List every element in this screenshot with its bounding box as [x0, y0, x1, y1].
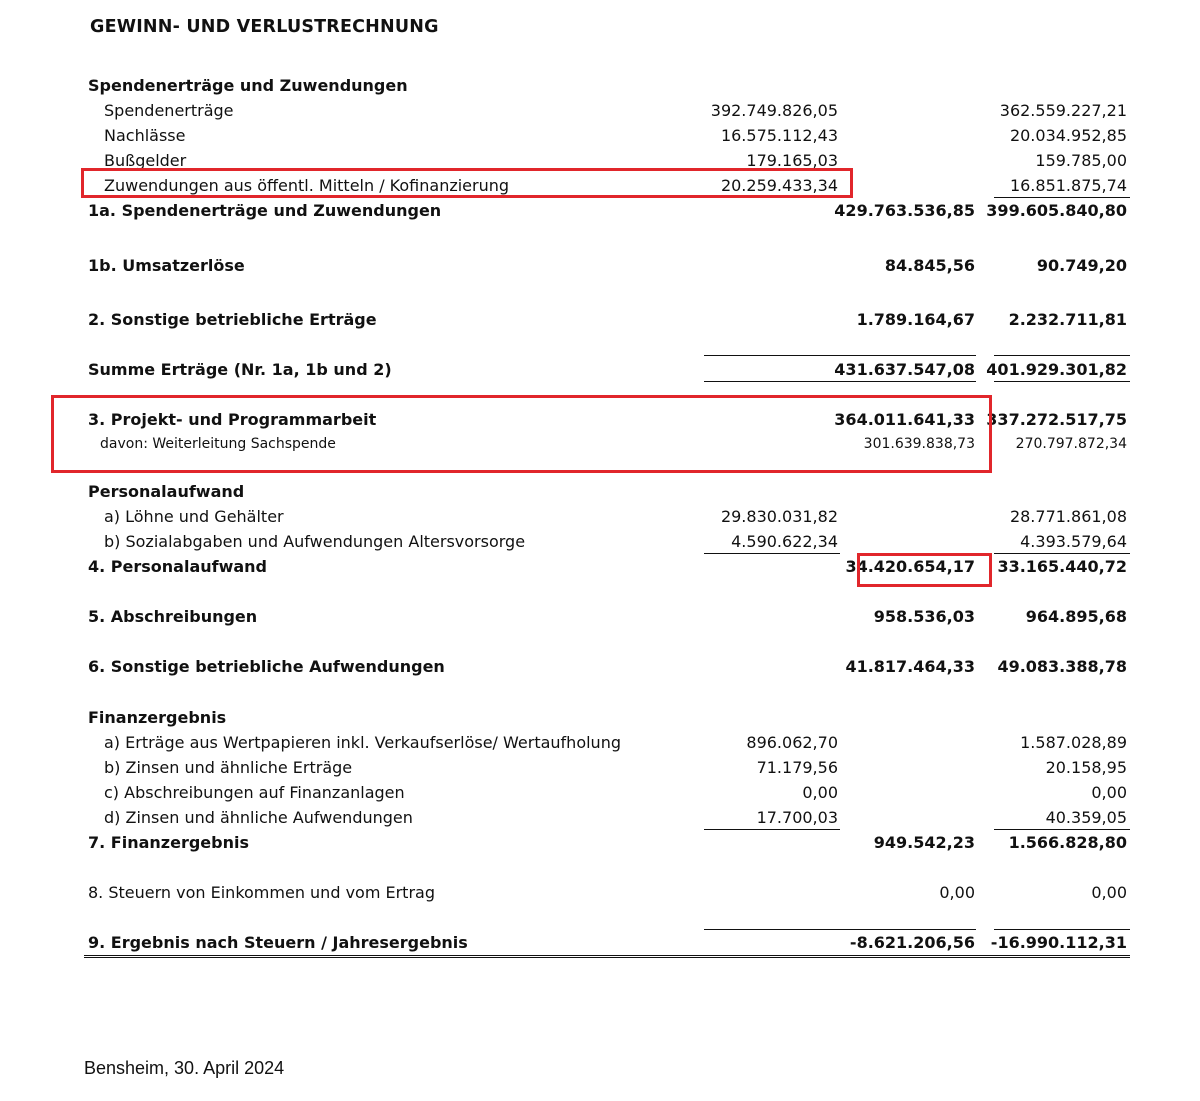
label-abschreibungen: 5. Abschreibungen — [88, 607, 258, 626]
row-label: Bußgelder — [104, 151, 187, 170]
value-current: 364.011.641,33 — [834, 410, 975, 429]
total-label-finanz: 7. Finanzergebnis — [88, 833, 249, 852]
row-value-current: 896.062,70 — [746, 733, 838, 752]
value-prior: 401.929.301,82 — [986, 360, 1127, 379]
sum-rule — [704, 355, 976, 356]
label-sonstige-ertraege: 2. Sonstige betriebliche Erträge — [88, 310, 377, 329]
value-current: 0,00 — [939, 883, 975, 902]
row-value-current: 17.700,03 — [756, 808, 838, 827]
row-value-current: 179.165,03 — [746, 151, 838, 170]
value-prior: 90.749,20 — [1036, 256, 1127, 275]
row-label: d) Zinsen und ähnliche Aufwendungen — [104, 808, 413, 827]
total-value-current: 34.420.654,17 — [845, 557, 975, 576]
value-current: 431.637.547,08 — [834, 360, 975, 379]
value-prior: 337.272.517,75 — [986, 410, 1127, 429]
value-current: 301.639.838,73 — [863, 436, 975, 452]
value-prior: 270.797.872,34 — [1015, 436, 1127, 452]
sum-rule — [704, 381, 976, 382]
total-value-current: 949.542,23 — [873, 833, 975, 852]
row-label: Nachlässe — [104, 126, 186, 145]
row-value-current: 29.830.031,82 — [720, 507, 838, 526]
value-prior: 49.083.388,78 — [997, 657, 1127, 676]
row-label: Spendenerträge — [104, 101, 234, 120]
total-value-prior: 1.566.828,80 — [1008, 833, 1127, 852]
row-value-prior: 28.771.861,08 — [1009, 507, 1127, 526]
row-label: b) Zinsen und ähnliche Erträge — [104, 758, 353, 777]
row-value-prior: 20.158,95 — [1045, 758, 1127, 777]
final-double-rule — [84, 955, 1130, 958]
value-current: -8.621.206,56 — [849, 933, 975, 952]
row-label: b) Sozialabgaben und Aufwendungen Altersvorsorge — [104, 532, 526, 551]
value-current: 958.536,03 — [873, 607, 975, 626]
row-label: Zuwendungen aus öffentl. Mitteln / Kofinanzierung — [104, 176, 510, 195]
label-steuern: 8. Steuern von Einkommen und vom Ertrag — [88, 883, 435, 902]
total-value-current: 429.763.536,85 — [834, 201, 975, 220]
subtotal-rule — [704, 829, 840, 830]
section-heading-personal: Personalaufwand — [88, 482, 245, 501]
total-label-1a: 1a. Spendenerträge und Zuwendungen — [88, 201, 442, 220]
row-value-current: 4.590.622,34 — [731, 532, 838, 551]
row-value-prior: 159.785,00 — [1035, 151, 1127, 170]
row-value-prior: 1.587.028,89 — [1020, 733, 1127, 752]
row-value-prior: 0,00 — [1091, 783, 1127, 802]
value-current: 1.789.164,67 — [856, 310, 975, 329]
label-projekt-sub: davon: Weiterleitung Sachspende — [100, 436, 336, 452]
label-umsatz: 1b. Umsatzerlöse — [88, 256, 245, 275]
value-prior: 0,00 — [1091, 883, 1127, 902]
label-ergebnis: 9. Ergebnis nach Steuern / Jahresergebnis — [88, 933, 468, 952]
sum-rule — [994, 381, 1130, 382]
row-value-prior: 20.034.952,85 — [1009, 126, 1127, 145]
total-label-personal: 4. Personalaufwand — [88, 557, 268, 576]
row-value-current: 392.749.826,05 — [710, 101, 838, 120]
subtotal-rule — [994, 197, 1130, 198]
row-value-current: 0,00 — [802, 783, 838, 802]
row-value-current: 16.575.112,43 — [720, 126, 838, 145]
subtotal-rule — [994, 553, 1130, 554]
highlight-box-projektarbeit — [51, 395, 992, 473]
value-prior: 964.895,68 — [1025, 607, 1127, 626]
value-prior: -16.990.112,31 — [990, 933, 1127, 952]
footer-place-date: Bensheim, 30. April 2024 — [84, 1058, 285, 1078]
row-value-prior: 16.851.875,74 — [1009, 176, 1127, 195]
row-label: a) Erträge aus Wertpapieren inkl. Verkaufserlöse/ Wertaufholung — [104, 733, 621, 752]
row-value-prior: 40.359,05 — [1045, 808, 1127, 827]
row-value-prior: 4.393.579,64 — [1020, 532, 1127, 551]
row-value-prior: 362.559.227,21 — [999, 101, 1127, 120]
total-value-prior: 399.605.840,80 — [986, 201, 1127, 220]
subtotal-rule — [994, 829, 1130, 830]
highlight-box-personalaufwand — [857, 553, 992, 587]
value-prior: 2.232.711,81 — [1008, 310, 1127, 329]
section-heading-spenden: Spendenerträge und Zuwendungen — [88, 76, 408, 95]
result-rule — [704, 929, 976, 930]
result-rule — [994, 929, 1130, 930]
section-heading-finanz: Finanzergebnis — [88, 708, 227, 727]
row-label: c) Abschreibungen auf Finanzanlagen — [104, 783, 405, 802]
row-label: a) Löhne und Gehälter — [104, 507, 284, 526]
subtotal-rule — [704, 553, 840, 554]
label-sonstige-aufwendungen: 6. Sonstige betriebliche Aufwendungen — [88, 657, 445, 676]
total-value-prior: 33.165.440,72 — [997, 557, 1127, 576]
value-current: 41.817.464,33 — [845, 657, 975, 676]
sum-rule — [994, 355, 1130, 356]
row-value-current: 20.259.433,34 — [720, 176, 838, 195]
row-value-current: 71.179,56 — [756, 758, 838, 777]
value-current: 84.845,56 — [884, 256, 975, 275]
page-title: GEWINN- UND VERLUSTRECHNUNG — [90, 17, 439, 37]
highlight-box-zuwendungen — [81, 168, 853, 198]
label-projekt: 3. Projekt- und Programmarbeit — [88, 410, 377, 429]
label-summe-ertraege: Summe Erträge (Nr. 1a, 1b und 2) — [88, 360, 392, 379]
